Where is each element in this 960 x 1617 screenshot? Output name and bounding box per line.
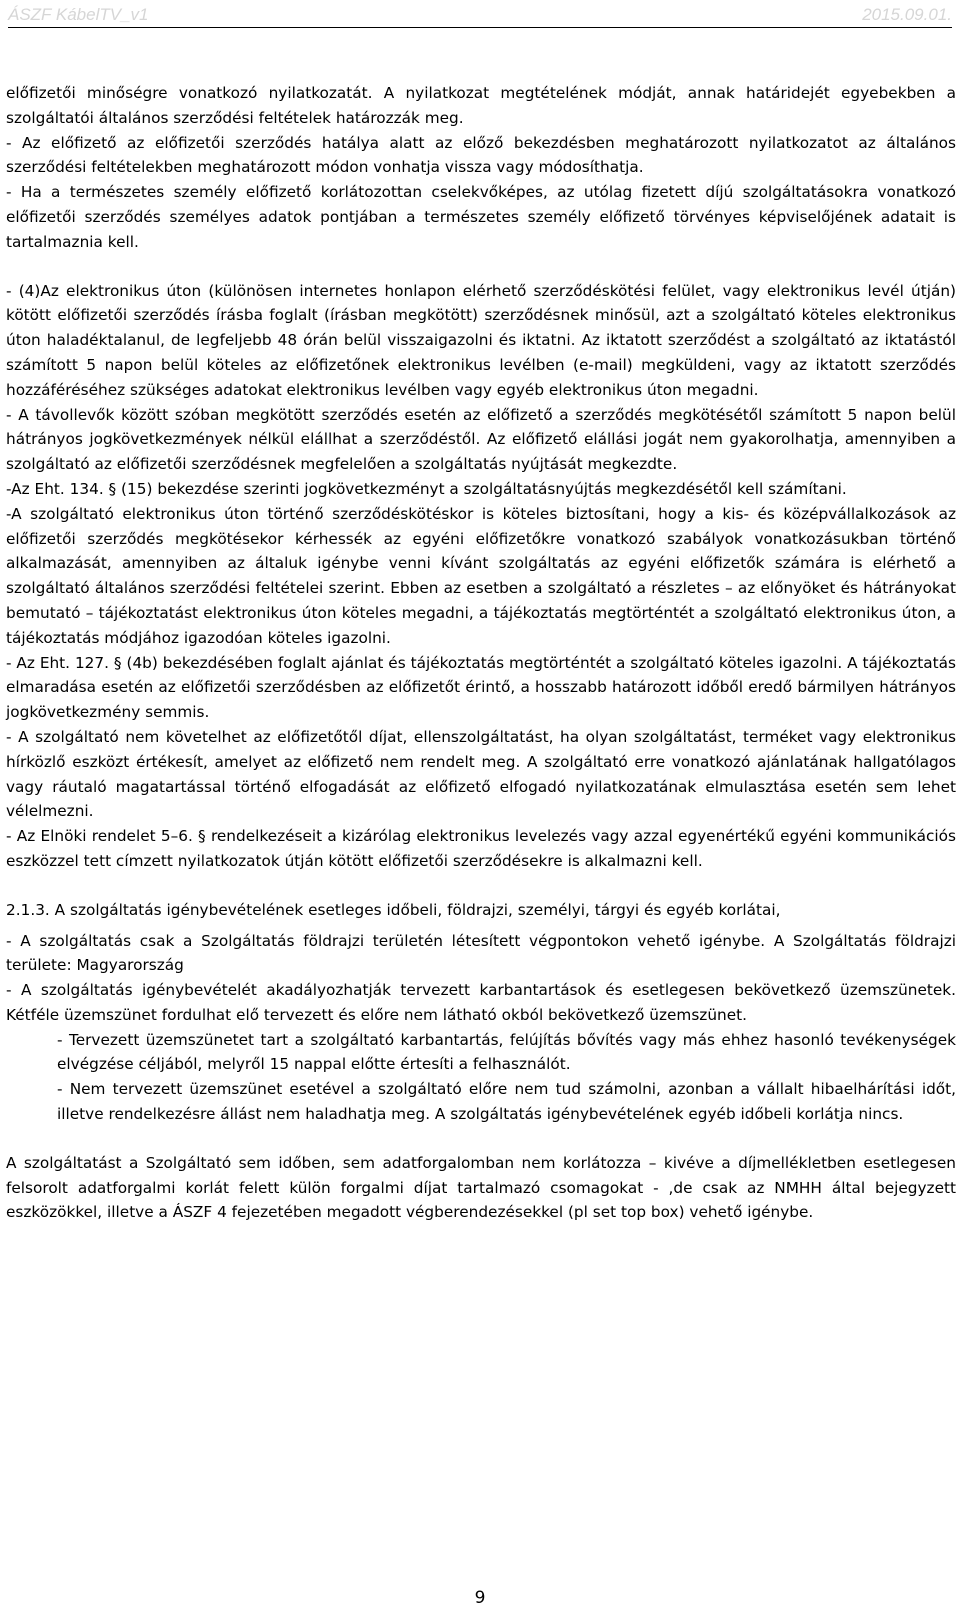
indented-paragraph: - Tervezett üzemszünetet tart a szolgáltató karbantartás, felújítás bővítés vagy más ehhez hasonló tevékenységek elvégzése céljából, melyről 15 nappal előtte értesíti a felhasználót. — [57, 1030, 956, 1074]
paragraph: A szolgáltatást a Szolgáltató sem időben, sem adatforgalomban nem korlátozza – kivéve a díjmellékletben esetlegesen felsorolt adatforgalmi korlát felett külön forgalmi díjat tartalmazó csomagokat - ,de csak az NMHH által bejegyzett eszközökkel, illetve a ÁSZF 4 fejezetében megadott végberendezésekkel (pl set top box) vehető igénybe. — [6, 1153, 956, 1222]
section-heading: 2.1.3. A szolgáltatás igénybevételének esetleges időbeli, földrajzi, személyi, tárgyi és egyéb korlátai, — [6, 900, 781, 919]
page-number: 9 — [474, 1588, 486, 1608]
paragraph: - Az Elnöki rendelet 5–6. § rendelkezéseit a kizárólag elektronikus levelezés vagy azzal egyenértékű egyéni kommunikációs eszközzel tett címzett nyilatkozatok útján kötött előfizetői szerződésekre is alkalmazni kell. — [6, 827, 956, 870]
paragraph: -Az Eht. 134. § (15) bekezdése szerinti jogkövetkezményt a szolgáltatásnyújtás megkezdésétől kell számítani. — [6, 479, 847, 498]
paragraph: -A szolgáltató elektronikus úton történő szerződéskötéskor is köteles biztosítani, hogy a kis- és középvállalkozások az előfizetői szerződés megkötésekor kérhessék az egyéni előfizetőkre vonatkozó szabályok vonatkozásukban történő alkalmazását, amennyiben az általuk igénybe venni kívánt szolgáltatás az egyéni előfizetők számára is elérhető a szolgáltató általános szerződési feltételei szerint. Ebben az esetben a szolgáltató a részletes – az előnyöket és hátrányokat bemutató – tájékoztatást elektronikus úton köteles megadni, a tájékoztatás megtörténtét a szolgáltató elektronikus úton, a tájékoztatás módjához igazodóan köteles igazolni. — [6, 504, 956, 647]
page-header — [8, 3, 952, 28]
paragraph: - (4)Az elektronikus úton (különösen internetes honlapon elérhető szerződéskötési felület, vagy elektronikus levél útján) kötött előfizetői szerződés írásba foglalt (írásban megkötött) szerződésnek minősül, azt a szolgáltató köteles elektronikus úton haladéktalanul, de legfeljebb 48 órán belül visszaigazolni és iktatni. Az iktatott szerződést a szolgáltató az iktatástól számított 5 napon belül köteles az előfizetőnek elektronikus levélben (e-mail) megküldeni, vagy az iktatott szerződés hozzáféréséhez szükséges adatokat elektronikus levélben vagy egyéb elektronikus úton megadni. — [6, 281, 956, 399]
paragraph: előfizetői minőségre vonatkozó nyilatkozatát. A nyilatkozat megtételének módját, annak határidejét egyebekben a szolgáltatói általános szerződési feltételek határozzák meg. — [6, 84, 956, 127]
paragraph: - Az Eht. 127. § (4b) bekezdésében foglalt ajánlat és tájékoztatás megtörténtét a szolgáltató köteles igazolni. A tájékoztatás elmaradása esetén az előfizetői szerződésben az előfizetőt érintő, a hosszabb határozott időből eredő bármilyen hátrányos jogkövetkezmény semmis. — [6, 653, 956, 722]
paragraph: - A távollevők között szóban megkötött szerződés esetén az előfizető a szerződés megkötésétől számított 5 napon belül hátrányos jogkövetkezmények nélkül elállhat a szerződéstől. Az előfizető elállási jogát nem gyakorolhatja, amennyiben a szolgáltató az előfizetői szerződésnek megfelelően a szolgáltatás nyújtását megkezdte. — [6, 405, 956, 474]
paragraph: - A szolgáltatás csak a Szolgáltatás földrajzi területén létesített végpontokon vehető igénybe. A Szolgáltatás földrajzi területe: Magyarország — [6, 931, 956, 975]
header-document-title: ÁSZF KábelTV_v1 — [8, 5, 149, 24]
spacer — [6, 255, 956, 279]
spacer — [6, 874, 956, 898]
paragraph: - A szolgáltató nem követelhet az előfizetőtől díjat, ellenszolgáltatást, ha olyan szolgáltatást, terméket vagy elektronikus hírközlő eszközt értékesít, amelyet az előfizető nem rendelt meg. A szolgáltató erre vonatkozó ajánlatának hallgatólagos vagy ráutaló magatartással történő elfogadását az előfizető elfogadó nyilatkozatának elmulasztása esetén sem lehet vélelmezni. — [6, 727, 956, 821]
spacer — [6, 1127, 956, 1151]
document-body — [6, 81, 956, 1225]
paragraph: - Ha a természetes személy előfizető korlátozottan cselekvőképes, az utólag fizetett díjú szolgáltatásokra vonatkozó előfizetői szerződés személyes adatok pontjában a természetes személy előfizető törvényes képviselőjének adatait is tartalmaznia kell. — [6, 183, 956, 251]
indented-paragraph: - Nem tervezett üzemszünet esetével a szolgáltató előre nem tud számolni, azonban a vállalt hibaelhárítási időt, illetve rendelkezésre állást nem haladhatja meg. A szolgáltatás igénybevételének egyéb időbeli korlátja nincs. — [57, 1080, 956, 1124]
paragraph: - A szolgáltatás igénybevételét akadályozhatják tervezett karbantartások és esetlegesen bekövetkező üzemszünetek. Kétféle üzemszünet fordulhat elő tervezett és előre nem látható okból bekövetkező üzemszünet. — [6, 981, 956, 1024]
paragraph: - Az előfizető az előfizetői szerződés hatálya alatt az előző bekezdésben meghatározott nyilatkozatot az általános szerződési feltételekben meghatározott módon vonhatja vissza vagy módosíthatja. — [6, 133, 956, 177]
header-date: 2015.09.01. — [862, 5, 952, 24]
